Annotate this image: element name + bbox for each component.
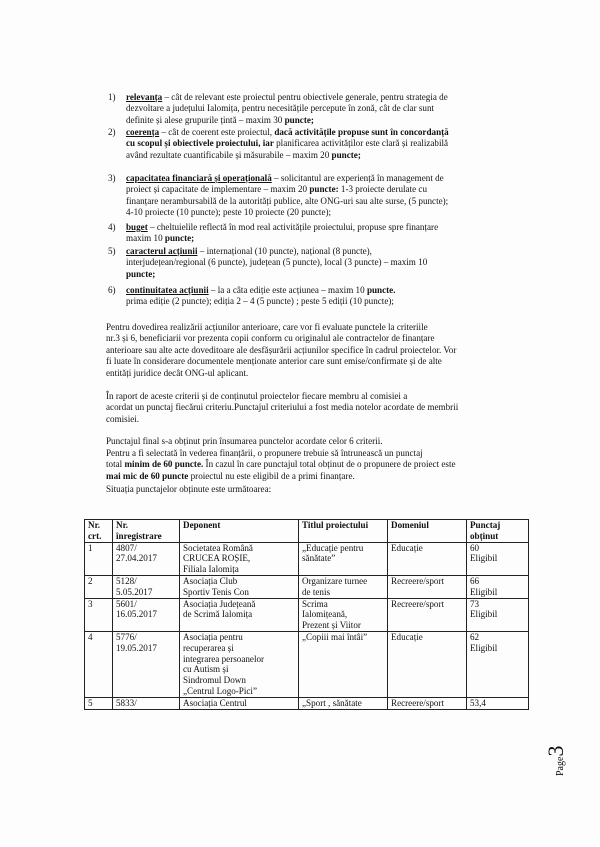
text: nr.3 și 6, beneficiarii vor prezenta copii conform cu originalul ale contractelor de finanțare bbox=[106, 333, 435, 344]
text-line bbox=[106, 345, 538, 356]
text: – solicitantul are experiență în management de bbox=[271, 173, 444, 183]
criterion-text bbox=[126, 127, 538, 161]
table-cell bbox=[299, 598, 388, 631]
text: Punctajul final s-a obținut prin însumarea punctelor acordate celor 6 criterii. bbox=[106, 436, 383, 446]
cell-text: Recreere/sport bbox=[391, 575, 445, 586]
bold-text: buget bbox=[126, 222, 148, 232]
text: Pentru a fi selectată în vederea finanțării, o propunere trebuie să întrunească un punctaj bbox=[106, 448, 423, 458]
text: finanțare nerambursabilă de la autorități publice, alte ONG-uri sau alte surse, (5 puncte); bbox=[126, 195, 449, 206]
text-line bbox=[126, 233, 538, 244]
paragraph bbox=[106, 322, 538, 379]
text-line bbox=[106, 368, 538, 379]
text-line bbox=[126, 150, 538, 161]
cell-text: 5601/ bbox=[116, 598, 137, 609]
text-line bbox=[106, 484, 538, 495]
text-line bbox=[106, 356, 538, 367]
cell-text: Eligibil bbox=[470, 609, 498, 620]
bold-text: puncte; bbox=[331, 149, 361, 160]
text-line bbox=[126, 222, 538, 233]
column-header bbox=[299, 520, 388, 543]
text-line bbox=[126, 196, 538, 207]
cell-text: Eligibil bbox=[470, 553, 498, 564]
cell-text: Domeniul bbox=[391, 520, 429, 530]
cell-text: „Educație pentru bbox=[302, 542, 364, 553]
criterion-number: 6) bbox=[108, 285, 116, 295]
text-line bbox=[126, 92, 538, 103]
criterion-text bbox=[126, 246, 538, 280]
text-line bbox=[126, 207, 538, 218]
text: – internațional (10 puncte), național (8 puncte), bbox=[197, 246, 372, 256]
cell-text: Scrima bbox=[302, 598, 328, 609]
text-line bbox=[106, 448, 538, 459]
text-line bbox=[126, 184, 538, 195]
cell-text: 5128/ bbox=[116, 575, 137, 586]
text: 4-10 proiecte (10 puncte); peste 10 proiecte (20 puncte); bbox=[126, 207, 332, 218]
text-line bbox=[106, 436, 538, 447]
bold-text: relevanța bbox=[126, 92, 163, 102]
cell-text: obținut bbox=[470, 530, 499, 541]
cell-text: Societatea Română bbox=[183, 542, 253, 553]
bold-text: dacă activitățile propuse sunt în concordanță bbox=[274, 127, 449, 137]
table-cell bbox=[299, 697, 388, 709]
table-cell bbox=[113, 697, 180, 709]
text: – cât de coerent este proiectul, bbox=[159, 127, 275, 137]
bold-text: mai mic de 60 puncte bbox=[106, 470, 189, 481]
table-cell bbox=[180, 598, 299, 631]
text: definite și alese grupurile țintă – maxim 30 bbox=[126, 114, 285, 125]
column-header bbox=[113, 520, 180, 543]
text-line bbox=[126, 285, 538, 296]
cell-text: 3 bbox=[88, 598, 93, 609]
table-cell bbox=[113, 575, 180, 598]
text: maxim 10 bbox=[126, 233, 165, 244]
text-line bbox=[106, 402, 538, 413]
text-line bbox=[126, 257, 538, 268]
bold-text: puncte: bbox=[309, 184, 339, 195]
paragraph bbox=[106, 391, 538, 425]
table-cell bbox=[113, 598, 180, 631]
cell-text: CRUCEA ROȘIE, bbox=[183, 553, 251, 564]
table-cell bbox=[388, 697, 467, 709]
text: acordat un punctaj fiecărui criteriu.Punctajul criteriului a fost media notelor acordate de membrii bbox=[106, 402, 459, 413]
cell-text: sănătate” bbox=[302, 553, 336, 564]
bold-text: minim de 60 puncte. bbox=[124, 459, 204, 470]
table-cell bbox=[85, 575, 113, 598]
text: proiectul nu este eligibil de a primi finanțare. bbox=[188, 470, 355, 481]
cell-text: 73 bbox=[470, 598, 480, 609]
cell-text: 53,4 bbox=[470, 697, 486, 708]
bold-text: puncte; bbox=[164, 233, 195, 244]
table-row bbox=[85, 575, 529, 598]
cell-text: 62 bbox=[470, 631, 480, 642]
column-header bbox=[467, 520, 529, 543]
paragraph bbox=[106, 484, 538, 495]
cell-text: Sportiv Tenis Con bbox=[183, 586, 249, 597]
cell-text: 2 bbox=[88, 575, 93, 586]
table-cell bbox=[467, 697, 529, 709]
column-header bbox=[388, 520, 467, 543]
text-line bbox=[126, 127, 538, 138]
text-line bbox=[106, 459, 538, 470]
cell-text: Sindromul Down bbox=[183, 675, 246, 686]
bold-text: coerența bbox=[126, 127, 160, 137]
table-cell bbox=[180, 542, 299, 575]
cell-text: Eligibil bbox=[470, 586, 498, 597]
cell-text: Nr. bbox=[88, 520, 101, 530]
criterion-number: 4) bbox=[108, 222, 116, 232]
cell-text: Punctaj bbox=[470, 520, 501, 530]
cell-text: Nr. bbox=[116, 520, 129, 530]
text-line bbox=[106, 414, 538, 425]
criterion-text bbox=[126, 92, 538, 126]
text: interjudețean/regional (6 puncte), județean (5 puncte), local (3 puncte) – maxim 10 bbox=[126, 257, 428, 268]
table-cell bbox=[467, 598, 529, 631]
cell-text: 5833/ bbox=[116, 697, 137, 708]
text: – cheltuielile reflectă în mod real activitățile proiectului, propuse spre finanțare bbox=[147, 222, 439, 232]
cell-text: 16.05.2017 bbox=[116, 609, 157, 620]
text-line bbox=[126, 138, 538, 149]
page-word: Page bbox=[555, 756, 566, 776]
cell-text: Ialomițeană, bbox=[302, 609, 348, 620]
cell-text: cu Autism și bbox=[183, 664, 229, 675]
cell-text: 1 bbox=[88, 542, 93, 553]
text: 1-3 proiecte derulate cu bbox=[338, 184, 428, 195]
text: În cazul în care punctajul total obținut de o propunere de proiect este bbox=[203, 459, 456, 470]
page-number: 3 bbox=[543, 745, 568, 757]
table-header-row bbox=[85, 520, 529, 543]
text: – la a câta ediție este acțiunea – maxim 10 bbox=[208, 285, 367, 295]
criterion-text bbox=[126, 222, 538, 245]
table-cell bbox=[388, 575, 467, 598]
text: prima ediție (2 puncte); ediția 2 – 4 (5 puncte) ; peste 5 ediții (10 puncte); bbox=[126, 296, 394, 307]
criterion-number: 3) bbox=[108, 173, 116, 183]
cell-text: înregistrare bbox=[116, 530, 162, 541]
bold-text: puncte; bbox=[126, 268, 156, 279]
table-cell bbox=[85, 631, 113, 697]
table-cell bbox=[388, 631, 467, 697]
table-cell bbox=[180, 575, 299, 598]
text-line bbox=[126, 115, 538, 126]
text: total bbox=[106, 459, 125, 470]
text: comisiei. bbox=[106, 413, 140, 424]
cell-text: Asociația Județeană bbox=[183, 598, 256, 609]
criterion-number: 2) bbox=[108, 127, 116, 137]
text-line bbox=[106, 333, 538, 344]
cell-text: de tenis bbox=[302, 586, 331, 597]
table-cell bbox=[180, 631, 299, 697]
cell-text: „Centrul Logo-Pici” bbox=[183, 685, 257, 696]
table-cell bbox=[388, 598, 467, 631]
text-line bbox=[106, 322, 538, 333]
text: În raport de aceste criterii și de conținutul proiectelor fiecare membru al comisiei a bbox=[106, 391, 408, 401]
cell-text: crt. bbox=[88, 530, 102, 541]
cell-text: 19.05.2017 bbox=[116, 642, 157, 653]
table-cell bbox=[299, 575, 388, 598]
text: având rezultate cuantificabile și măsurabile – maxim 20 bbox=[126, 149, 332, 160]
text-line bbox=[106, 391, 538, 402]
table-cell bbox=[85, 697, 113, 709]
text: – cât de relevant este proiectul pentru obiectivele generale, pentru strategia de bbox=[162, 92, 448, 102]
cell-text: 5 bbox=[88, 697, 93, 708]
cell-text: 4 bbox=[88, 631, 93, 642]
text: entități juridice decât ONG-ul aplicant. bbox=[106, 367, 249, 378]
paragraph bbox=[106, 448, 538, 482]
bold-text: caracterul acțiunii bbox=[126, 246, 198, 256]
text: Pentru dovedirea realizării acțiunilor anterioare, care vor fi evaluate punctele la criteriile bbox=[106, 322, 428, 332]
cell-text: 66 bbox=[470, 575, 480, 586]
cell-text: Recreere/sport bbox=[391, 598, 445, 609]
cell-text: 5776/ bbox=[116, 631, 137, 642]
cell-text: Educație bbox=[391, 631, 423, 642]
bold-text: puncte; bbox=[284, 114, 314, 125]
text-line bbox=[106, 471, 538, 482]
cell-text: 60 bbox=[470, 542, 480, 553]
cell-text: Organizare turnee bbox=[302, 575, 368, 586]
text: planificarea activităților este clară și realizabilă bbox=[273, 138, 449, 149]
column-header bbox=[85, 520, 113, 543]
table-cell bbox=[113, 631, 180, 697]
column-header bbox=[180, 520, 299, 543]
bold-text: capacitatea financiară și operațională bbox=[126, 173, 272, 183]
cell-text: integrarea persoanelor bbox=[183, 653, 265, 664]
cell-text: Asociația Club bbox=[183, 575, 238, 586]
table-cell bbox=[388, 542, 467, 575]
table-cell bbox=[299, 542, 388, 575]
text-line bbox=[126, 269, 538, 280]
text-line bbox=[126, 103, 538, 114]
text: proiect și capacitate de implementare – maxim 20 bbox=[126, 184, 310, 195]
text: fi luate în considerare documentele menționate anterior care sunt emise/confirmate și de alte bbox=[106, 356, 442, 367]
table-cell bbox=[467, 575, 529, 598]
cell-text: Asociația Centrul bbox=[183, 697, 247, 708]
text: Situația punctajelor obținute este următoarea: bbox=[106, 484, 272, 494]
cell-text: Deponent bbox=[183, 520, 221, 530]
table-cell bbox=[180, 697, 299, 709]
bold-text: continuitatea acțiunii bbox=[126, 285, 209, 295]
scores-table bbox=[84, 519, 529, 710]
cell-text: Recreere/sport bbox=[391, 697, 445, 708]
cell-text: Titlul proiectului bbox=[302, 520, 369, 530]
text-line bbox=[126, 246, 538, 257]
table-cell bbox=[299, 631, 388, 697]
text: dezvoltare a județului Ialomița, pentru necesitățile percepute în zonă, cât de clar sunt bbox=[126, 103, 435, 114]
cell-text: „Sport , sănătate bbox=[302, 697, 362, 708]
cell-text: Asociația pentru bbox=[183, 631, 243, 642]
page-number-stamp bbox=[543, 726, 577, 776]
criterion-number: 5) bbox=[108, 246, 116, 256]
cell-text: Eligibil bbox=[470, 642, 498, 653]
paragraph bbox=[106, 436, 538, 447]
cell-text: 27.04.2017 bbox=[116, 553, 157, 564]
table-cell bbox=[85, 598, 113, 631]
table-cell bbox=[85, 542, 113, 575]
cell-text: recuperarea și bbox=[183, 642, 234, 653]
cell-text: Educație bbox=[391, 542, 423, 553]
cell-text: Filiala Ialomița bbox=[183, 564, 239, 575]
cell-text: „Copiii mai întâi” bbox=[302, 631, 368, 642]
table-row bbox=[85, 697, 529, 709]
table-row bbox=[85, 542, 529, 575]
bold-text: puncte. bbox=[366, 285, 396, 295]
criterion-text bbox=[126, 173, 538, 219]
cell-text: Prezent și Viitor bbox=[302, 620, 361, 631]
table-cell bbox=[467, 631, 529, 697]
cell-text: 4807/ bbox=[116, 542, 137, 553]
table-cell bbox=[113, 542, 180, 575]
bold-text: cu scopul și obiectivele proiectului, iar bbox=[126, 138, 274, 149]
cell-text: 5.05.2017 bbox=[116, 586, 153, 597]
table-cell bbox=[467, 542, 529, 575]
criterion-text bbox=[126, 285, 538, 308]
criterion-number: 1) bbox=[108, 92, 116, 102]
table-row bbox=[85, 598, 529, 631]
cell-text: de Scrimă Ialomița bbox=[183, 609, 253, 620]
text: anterioare sau alte acte doveditoare ale desfășurării acțiunilor specifice în cadrul proiectelor. Vor bbox=[106, 344, 457, 355]
table-row bbox=[85, 631, 529, 697]
text-line bbox=[126, 173, 538, 184]
text-line bbox=[126, 296, 538, 307]
